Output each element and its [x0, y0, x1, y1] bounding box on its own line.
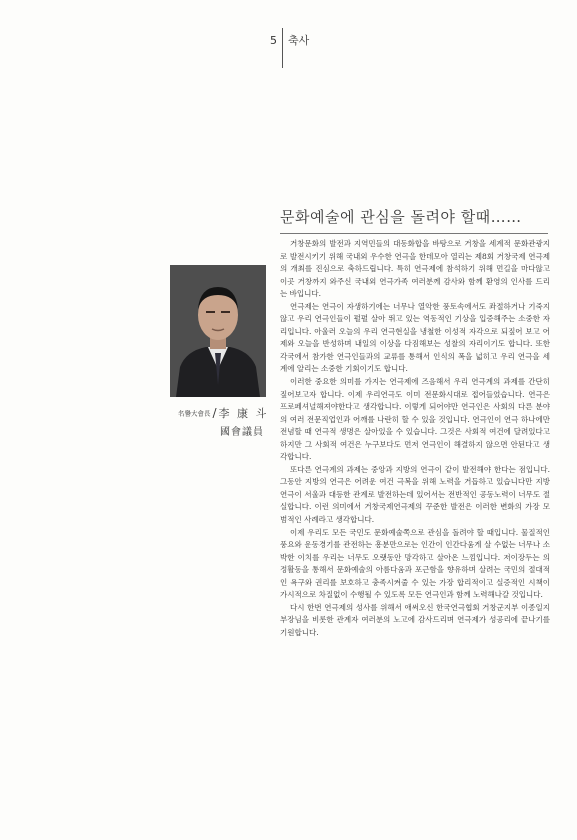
- section-label: 축사: [288, 34, 310, 47]
- paragraph: 거창문화의 발전과 지역민들의 대동화합을 바탕으로 거창을 세계적 문화관광지로 발전시키기 위해 국내외 우수한 연극을 한데모아 열리는 제8회 거창국제 연극제의 개최를 진심으로 축하드립니다. 특히 연극제에 참석하기 위해 먼길을 마다않고 이곳 거창까지 와주신 국내외 연극가족 여러분께 감사와 함께 환영의 인사를 드리는 바입니다.: [280, 239, 550, 299]
- header-divider: [282, 28, 283, 68]
- paragraph: 이제 우리도 모든 국민도 문화예술쪽으로 관심을 돌려야 할 때입니다. 물질적인 풍요와 운동경기를 관전하는 흥분만으로는 인간이 인간다움게 살 수없는 너무나 소박한 이치를 우리는 너무도 오랫동안 망각하고 살아온 느낌입니다. 저이장두는 의정활동을 통해서 문화예술의 아름다움과 포근함을 향유하며 살려는 국민의 절대적인 욕구와 권리를 보호하고 충족시켜줄 수 있는 가장 합리적이고 실증적인 시책이 가시적으로 차질없이 수행될 수 있도록 모든 연극인과 함께 노력해나갈 것입니다.: [280, 527, 550, 600]
- paragraph: 연극제는 연극이 자생하기에는 너무나 열악한 풍토속에서도 좌절하거나 기죽지 않고 우리 연극인들이 펄펄 살아 뛰고 있는 역동적인 기상을 입증해주는 소중한 자리입니다. 아울러 오늘의 우리 연극현실을 냉철한 이성적 자각으로 되짚어 보고 어제와 오늘을 반성하며 내일의 이상을 다짐해보는 성찰의 자리이기도 합니다. 또한 각국에서 참가한 연극인들과의 교류를 통해서 인식의 폭을 넓히고 우리 연극을 세계에 알리는 소중한 기회이기도 합니다.: [280, 301, 550, 374]
- author-role: 名譽大會長: [178, 409, 211, 418]
- paragraph: 다시 한번 연극제의 성사를 위해서 애써오신 한국연극협회 거창군지부 이종일지부장님을 비롯한 관계자 여러분의 노고에 감사드리며 연극제가 성공리에 끝나기를 기원합니다.: [280, 602, 550, 637]
- page-header: [270, 20, 309, 60]
- portrait-illustration: [170, 265, 266, 397]
- author-portrait: [170, 265, 266, 397]
- page-number: 5: [270, 33, 277, 47]
- paragraph: 이러한 중요한 의미를 가지는 연극제에 즈음해서 우리 연극계의 과제를 간단히 짚어보고자 합니다. 이제 우리연극도 이미 전문화시대로 접어들었습니다. 연극은 프로페셔널해져야한다고 생각합니다. 이렇게 되어야만 연극인은 사회의 다른 분야의 여러 전문직업인과 어깨를 나란히 할 수 있을 것입니다. 연극인이 연극 하나에만 전념할 때 연극적 생명은 살아있을 수 있습니다. 그것은 사회적 여건에 달려있다고 하지만 그 사회적 여건은 누구보다도 먼저 연극인이 해결하지 않으면 안된다고 생각합니다.: [280, 377, 550, 462]
- article-body: [280, 238, 550, 640]
- author-name: 李 康 斗: [218, 407, 269, 420]
- caption-separator: /: [212, 406, 217, 420]
- author-caption: [178, 405, 278, 438]
- paragraph: 또다른 연극계의 과제는 중앙과 지방의 연극이 같이 발전해야 한다는 점입니다. 그동안 지방의 연극은 어려운 여건 극복을 위해 노력을 거듭하고 있습니다만 지방연극이 서울과 대등한 관계로 발전하는데 있어서는 전반적인 공동노력이 너무도 절실합니다. 이런 의미에서 거창국제연극제의 꾸준한 발전은 이러한 변화의 가장 모범적인 사례라고 생각합니다.: [280, 464, 550, 525]
- article-title: 문화예술에 관심을 돌려야 할때……: [280, 206, 548, 234]
- author-position: 國會議員: [220, 427, 264, 438]
